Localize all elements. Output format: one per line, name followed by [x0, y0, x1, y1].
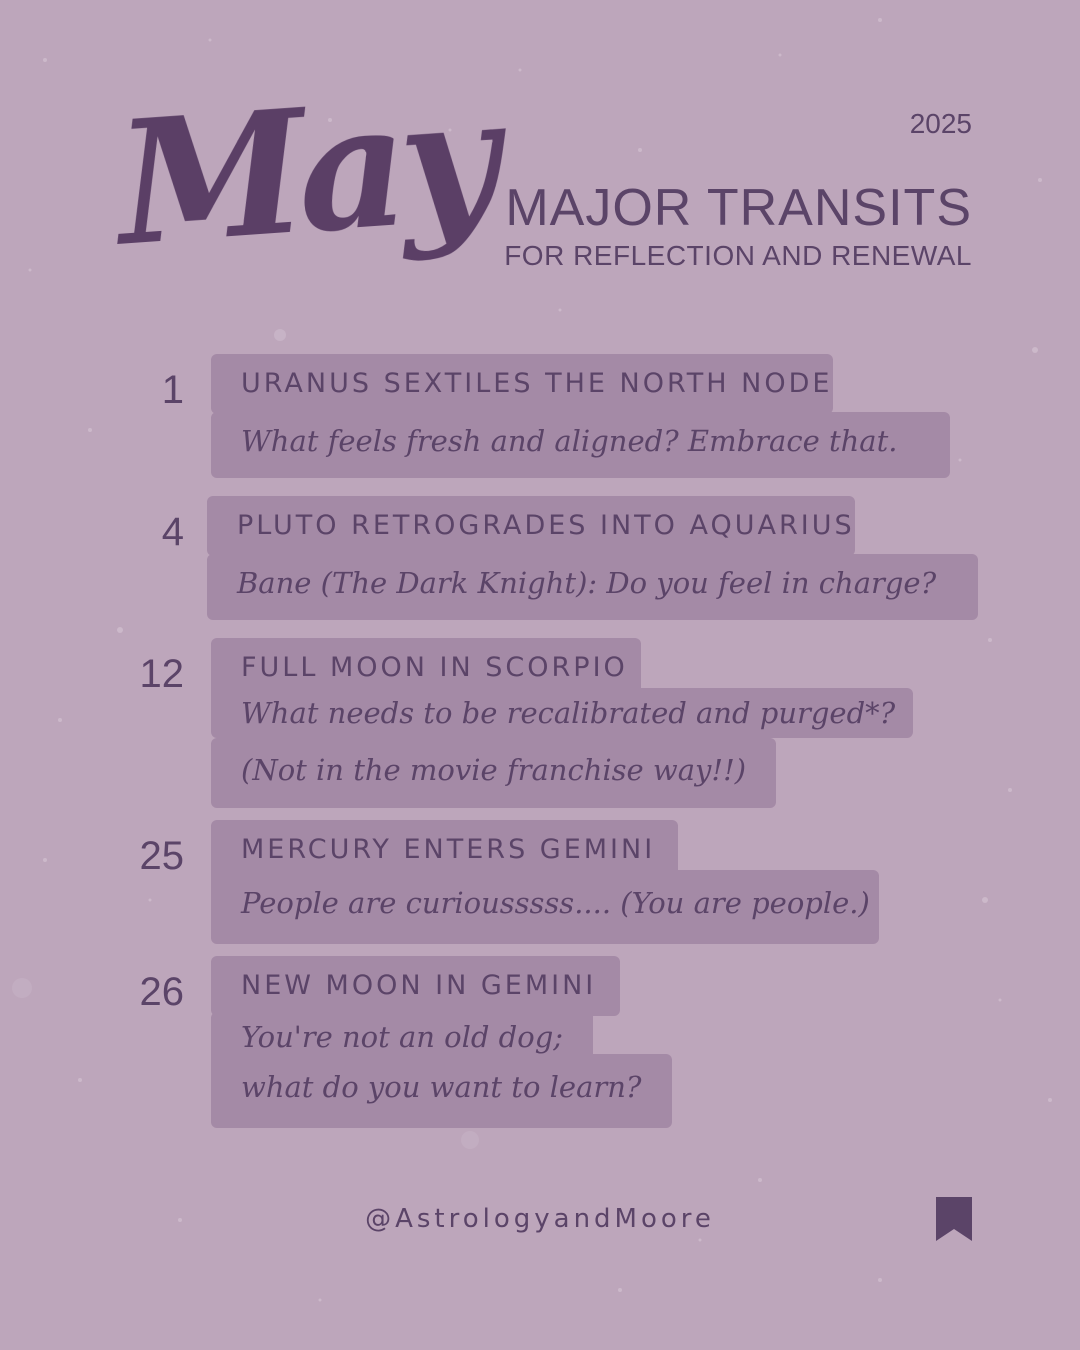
transit-day: 4 [161, 510, 184, 554]
subheadline: FOR REFLECTION AND RENEWAL [504, 240, 972, 271]
transit-description: (Not in the movie franchise way!!) [211, 738, 776, 808]
social-handle[interactable]: @AstrologyandMoore [365, 1204, 715, 1234]
transit-title: FULL MOON IN SCORPIO [211, 638, 641, 698]
transit-title: PLUTO RETROGRADES INTO AQUARIUS [207, 496, 855, 556]
transit-item [0, 956, 1080, 1128]
transit-description: People are curiousssss.... (You are people.) [211, 870, 879, 944]
transit-description: You're not an old dog; [211, 1012, 593, 1064]
transit-day: 1 [161, 368, 184, 412]
transit-description: Bane (The Dark Knight): Do you feel in charge? [207, 554, 978, 620]
headline: MAJOR TRANSITS [505, 179, 972, 237]
transit-description: what do you want to learn? [211, 1054, 672, 1128]
year-label: 2025 [909, 108, 972, 139]
transit-description: What needs to be recalibrated and purged*? [211, 688, 913, 738]
transit-item [0, 638, 1080, 808]
month-title: May [110, 59, 498, 285]
transit-day: 12 [139, 652, 184, 696]
transit-title: MERCURY ENTERS GEMINI [211, 820, 678, 880]
bookmark-icon[interactable] [936, 1197, 972, 1241]
transit-item [0, 820, 1080, 944]
transit-description: What feels fresh and aligned? Embrace that. [211, 412, 950, 478]
transit-item [0, 496, 1080, 620]
transit-item [0, 354, 1080, 478]
transit-day: 26 [139, 970, 184, 1014]
transit-title: NEW MOON IN GEMINI [211, 956, 620, 1016]
transit-day: 25 [139, 834, 184, 878]
transit-title: URANUS SEXTILES THE NORTH NODE [211, 354, 833, 414]
